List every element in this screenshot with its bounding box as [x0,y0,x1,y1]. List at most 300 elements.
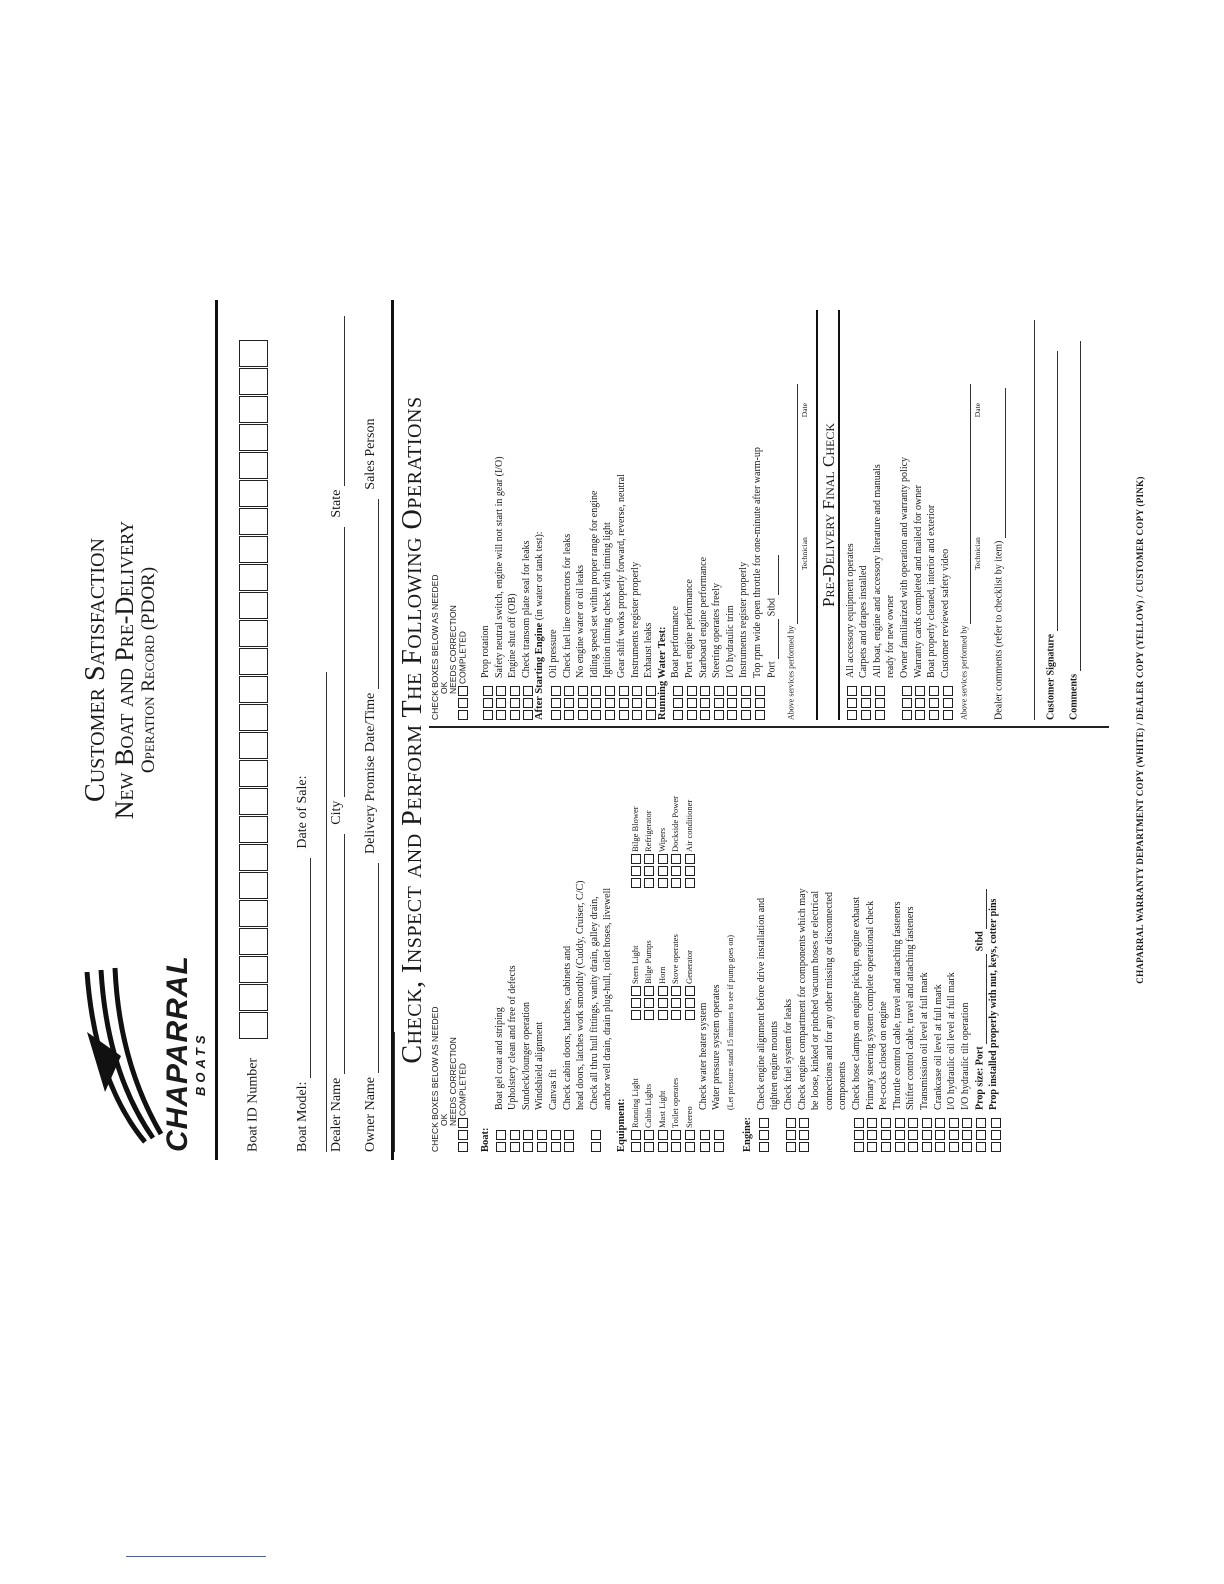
write-in-line[interactable] [1020,320,1035,720]
checkbox[interactable] [943,698,953,708]
write-in-line[interactable] [783,384,798,624]
checkbox[interactable] [714,710,724,720]
checkbox[interactable] [935,1118,945,1128]
checkbox[interactable] [685,986,695,996]
boat-model-field[interactable] [296,858,311,1078]
checkbox[interactable] [799,1130,809,1140]
checklist-label: Customer reviewed safety video [939,548,951,678]
checkbox[interactable] [700,1142,710,1152]
checklist-label: (in water or tank test): [534,531,546,621]
checklist-label: Instruments register properly [738,561,750,678]
checkbox[interactable] [671,998,681,1008]
checkbox[interactable] [935,1142,945,1152]
checkbox[interactable] [523,698,533,708]
checkbox[interactable] [644,998,654,1008]
boat-id-digit-box[interactable] [239,1012,268,1039]
boat-id-digit-box[interactable] [239,760,268,787]
boat-heading: Boat: [480,1127,491,1152]
boat-id-digit-box[interactable] [239,928,268,955]
boat-id-digit-box[interactable] [239,592,268,619]
checkbox[interactable] [646,686,656,696]
checkbox[interactable] [671,878,681,888]
checkbox[interactable] [727,698,737,708]
checkbox[interactable] [564,686,574,696]
boat-id-digit-box[interactable] [239,620,268,647]
checkbox[interactable] [644,1142,654,1152]
checkbox[interactable] [578,698,588,708]
checkbox[interactable] [619,686,629,696]
checkbox[interactable] [483,686,493,696]
checkbox[interactable] [895,1130,905,1140]
checkbox[interactable] [922,1130,932,1140]
checkbox[interactable] [700,698,710,708]
checkbox[interactable] [875,698,885,708]
checkbox[interactable] [759,1142,769,1152]
checkbox[interactable] [741,686,751,696]
checkbox[interactable] [685,1010,695,1020]
boat-id-digit-box[interactable] [239,788,268,815]
checkbox[interactable] [755,710,765,720]
checkbox[interactable] [551,686,561,696]
checklist-label: Check fuel line connectors for leaks [561,533,573,678]
checkbox[interactable] [458,698,468,708]
checkbox[interactable] [727,710,737,720]
checkbox[interactable] [510,1130,520,1140]
sales-person-label: Sales Person [363,418,378,490]
checklist-label: Stbd [766,597,778,617]
checkbox[interactable] [658,1142,668,1152]
checkbox[interactable] [700,1130,710,1140]
checklist-label: tighten engine mounts [769,1021,781,1110]
checkbox[interactable] [929,698,939,708]
checkbox[interactable] [875,710,885,720]
checkbox[interactable] [671,854,681,864]
checkbox[interactable] [510,710,520,720]
checklist-label: Air conditioner [683,799,694,852]
checklist-label: Throttle control cable, travel and attaching fasteners [891,901,903,1110]
checkbox[interactable] [929,710,939,720]
checkbox[interactable] [564,710,574,720]
checkbox[interactable] [496,1130,506,1140]
checkbox[interactable] [658,878,668,888]
header-rule [215,300,218,1160]
checkbox[interactable] [458,710,468,720]
checkbox[interactable] [687,686,697,696]
dealer-name-field[interactable] [330,834,345,1074]
boat-model-row [295,300,327,1152]
checkbox[interactable] [523,686,533,696]
checkbox[interactable] [861,686,871,696]
checkbox[interactable] [646,698,656,708]
checkbox[interactable] [908,1130,918,1140]
checkbox[interactable] [496,686,506,696]
checkbox[interactable] [943,686,953,696]
column-divider [429,726,1109,728]
checkbox[interactable] [496,1142,506,1152]
left-column [479,732,1001,1152]
checklist-label: Refrigerator [643,810,654,852]
owner-name-label: Owner Name [363,1076,378,1152]
boat-id-digit-box[interactable] [239,536,268,563]
checklist-label: Port [766,661,778,678]
checkbox[interactable] [591,686,601,696]
checkbox[interactable] [673,698,683,708]
write-in-line[interactable] [972,954,987,1044]
checkbox[interactable] [935,1130,945,1140]
checkbox[interactable] [632,698,642,708]
boat-id-digit-box[interactable] [239,424,268,451]
write-in-line[interactable] [972,889,987,929]
checkbox[interactable] [755,686,765,696]
checkbox[interactable] [741,698,751,708]
checkbox[interactable] [881,1130,891,1140]
checklist-label: Technician [800,537,810,570]
boat-id-digit-box[interactable] [239,704,268,731]
owner-name-field[interactable] [364,863,379,1073]
boat-id-digit-box[interactable] [239,564,268,591]
dealer-row [329,316,345,1152]
checkbox[interactable] [631,998,641,1008]
checkbox[interactable] [591,1142,601,1152]
checkbox[interactable] [867,1130,877,1140]
write-in-line[interactable] [764,619,779,659]
checklist-label: Check fuel system for leaks [783,998,795,1110]
legend-left-needs: NEEDS CORRECTION [448,1037,458,1126]
checkbox[interactable] [915,698,925,708]
checkbox[interactable] [759,1118,769,1128]
checklist-label: Stbd [974,931,986,952]
checklist-label: components [837,1061,849,1110]
checkbox[interactable] [799,1142,809,1152]
checklist-label: Prop rotation [480,625,491,678]
boat-id-digit-box[interactable] [239,340,268,367]
checklist-label: No engine water or oil leaks [575,564,587,678]
checkbox[interactable] [658,866,668,876]
checkbox[interactable] [867,1118,877,1128]
boat-model-label: Boat Model: [295,1081,310,1152]
checkbox[interactable] [685,878,695,888]
checklist-label: Owner familiarized with operation and warranty policy [899,456,911,678]
checkbox[interactable] [551,710,561,720]
checkbox[interactable] [727,686,737,696]
checkbox[interactable] [523,1142,533,1152]
checkbox[interactable] [962,1118,972,1128]
checkbox[interactable] [644,878,654,888]
checkbox[interactable] [673,686,683,696]
checkbox[interactable] [902,698,912,708]
checkbox[interactable] [510,1142,520,1152]
checkbox[interactable] [483,710,493,720]
checkbox[interactable] [962,1130,972,1140]
checkbox[interactable] [922,1118,932,1128]
checkbox[interactable] [564,1130,574,1140]
write-in-line[interactable] [1066,341,1081,671]
checklist-label: Date [973,403,983,418]
title-line2: New Boat and Pre-Delivery [110,520,139,820]
boat-id-digit-box[interactable] [239,956,268,983]
checklist-label: be loose, kinked or pinched vacuum hoses or electrical [810,890,822,1110]
checklist-label: connections and for any other missing or disconnected [823,892,835,1110]
checkbox[interactable] [714,1130,724,1140]
checkbox[interactable] [631,1130,641,1140]
boat-id-row [239,302,268,1152]
checkbox[interactable] [685,854,695,864]
checkbox[interactable] [685,1130,695,1140]
boat-id-digit-box[interactable] [239,844,268,871]
checklist-label: Running Light [629,1078,640,1128]
checkbox[interactable] [943,710,953,720]
checkbox[interactable] [908,1118,918,1128]
checkbox[interactable] [644,1130,654,1140]
checklist-label: Check engine alignment before drive installation and [755,897,767,1110]
boat-item: Boat gel coat and striping [493,1007,505,1110]
checkbox[interactable] [658,1130,668,1140]
checkbox[interactable] [714,686,724,696]
checkbox[interactable] [644,986,654,996]
checkbox[interactable] [658,854,668,864]
checkbox[interactable] [658,998,668,1008]
boat-id-digit-box[interactable] [239,368,268,395]
checkbox[interactable] [671,1142,681,1152]
boat-id-digit-box[interactable] [239,648,268,675]
checklist-label: Dealer comments (refer to checklist by item) [993,540,1005,720]
checklist-label: I/O hydraulic tilt operation [959,1002,971,1110]
checkbox[interactable] [799,1118,809,1128]
checkbox[interactable] [551,1130,561,1140]
legend-right-completed-row [458,575,468,720]
checkbox[interactable] [631,986,641,996]
boat-item: anchor well drain, drain plug-hull, toilet hoses, livewell [602,887,614,1110]
checkbox[interactable] [523,710,533,720]
checkbox[interactable] [700,686,710,696]
checkbox[interactable] [991,1130,1001,1140]
checkbox[interactable] [551,1142,561,1152]
checklist-label: Mast Light [656,1090,667,1128]
checkbox[interactable] [908,1142,918,1152]
checkbox[interactable] [671,866,681,876]
checkbox[interactable] [458,1118,468,1128]
write-in-line[interactable] [764,555,779,595]
checkbox[interactable] [714,698,724,708]
boat-id-digit-box[interactable] [239,396,268,423]
checkbox[interactable] [632,686,642,696]
checklist-label: Horn [656,966,667,984]
checkbox[interactable] [685,998,695,1008]
delivery-promise-field[interactable] [364,499,379,689]
checkbox[interactable] [537,1142,547,1152]
checkbox[interactable] [854,1130,864,1140]
boat-id-digit-box[interactable] [239,816,268,843]
checkbox[interactable] [644,1010,654,1020]
checkbox[interactable] [523,1130,533,1140]
checklist-label: Technician [973,537,983,570]
checkbox[interactable] [551,698,561,708]
checkbox[interactable] [619,698,629,708]
checkbox[interactable] [510,698,520,708]
checkbox[interactable] [915,686,925,696]
checkbox[interactable] [631,854,641,864]
checklist-label: Generator [683,950,694,984]
checkbox[interactable] [902,710,912,720]
checkbox[interactable] [915,710,925,720]
blue-rule [126,1556,266,1557]
dealer-name-label: Dealer Name [329,1077,344,1152]
checkbox[interactable] [854,1142,864,1152]
checkbox[interactable] [847,698,857,708]
checkbox[interactable] [631,1142,641,1152]
checkbox[interactable] [854,1118,864,1128]
checkbox[interactable] [578,686,588,696]
checkbox[interactable] [867,1142,877,1152]
checklist-label: Gear shift works properly forward, reverse, neutral [615,474,627,678]
checkbox[interactable] [949,1118,959,1128]
legend-left-ok: OK [439,1113,449,1126]
boat-id-digit-box[interactable] [239,900,268,927]
checkbox[interactable] [644,866,654,876]
checkbox[interactable] [685,866,695,876]
checkbox[interactable] [458,1142,468,1152]
chaparral-logo [75,957,207,1152]
delivery-promise-label: Delivery Promise Date/Time [363,692,378,854]
city-field[interactable] [330,527,345,797]
legend-left-completed: COMPLETED [457,1063,468,1116]
checkbox[interactable] [496,698,506,708]
checkbox[interactable] [875,686,885,696]
write-in-line[interactable] [956,384,971,624]
checkbox[interactable] [591,1130,601,1140]
boat-id-digit-box[interactable] [239,984,268,1011]
checkbox[interactable] [991,1142,1001,1152]
legend-right [431,575,468,720]
checkbox[interactable] [976,1118,986,1128]
checkbox[interactable] [458,686,468,696]
boat-id-digit-box[interactable] [239,452,268,479]
checkbox[interactable] [755,698,765,708]
state-label: State [329,489,344,518]
checkbox[interactable] [700,710,710,720]
checkbox[interactable] [687,698,697,708]
boat-item: Upholstery clean and free of defects [507,965,519,1110]
boat-item: Windshield alignment [534,1021,546,1110]
checkbox[interactable] [881,1118,891,1128]
date-of-sale-field[interactable] [312,672,327,1152]
checkbox[interactable] [949,1142,959,1152]
checkbox[interactable] [564,698,574,708]
checkbox[interactable] [991,1118,1001,1128]
checkbox[interactable] [741,710,751,720]
checkbox[interactable] [631,1010,641,1020]
checkbox[interactable] [847,686,857,696]
checkbox[interactable] [786,1130,796,1140]
checklist-label: Comments [1068,673,1080,720]
checklist-label: Steering operates freely [711,583,723,678]
checkbox[interactable] [646,710,656,720]
checklist-label: Shifter control cable, travel and attaching fasteners [905,906,917,1110]
equipment-item: Check water heater system [697,1002,709,1110]
date-of-sale-label: Date of Sale: [295,775,310,849]
checklist-label: Bilge Blower [629,806,640,852]
checkbox[interactable] [564,1142,574,1152]
boat-item: Check all thru hull fittings, vanity drain, galley drain, [588,896,600,1110]
brand-name: CHAPARRAL [161,955,194,1152]
checkbox[interactable] [861,710,871,720]
checkbox[interactable] [496,710,506,720]
boat-id-digit-box[interactable] [239,676,268,703]
checkbox[interactable] [687,710,697,720]
write-in-line[interactable] [1043,351,1058,631]
boat-id-digit-box[interactable] [239,508,268,535]
checklist-label: Customer Signature [1045,633,1057,720]
checklist-label: Boat performance [670,606,682,678]
checkbox[interactable] [976,1130,986,1140]
checkbox[interactable] [658,986,668,996]
checkbox[interactable] [929,686,939,696]
checkbox[interactable] [759,1130,769,1140]
state-field[interactable] [330,316,345,486]
checkbox[interactable] [922,1142,932,1152]
checkbox[interactable] [671,986,681,996]
checkbox[interactable] [949,1130,959,1140]
checklist-label: Exhaust leaks [643,622,655,678]
checkbox[interactable] [458,1130,468,1140]
checkbox[interactable] [631,866,641,876]
checkbox[interactable] [605,686,615,696]
checkbox[interactable] [881,1142,891,1152]
checkbox[interactable] [605,710,615,720]
checklist-label: Pet-cocks closed on engine [878,1001,890,1110]
checkbox[interactable] [658,1010,668,1020]
checkbox[interactable] [671,1130,681,1140]
checkbox[interactable] [644,854,654,864]
checkbox[interactable] [895,1142,905,1152]
checkbox[interactable] [962,1142,972,1152]
checkbox[interactable] [510,686,520,696]
checklist-label: Boat properly cleaned, interior and exterior [926,504,938,678]
checklist-label: Check hose clamps on engine pickup, engine exhaust [851,896,863,1110]
checkbox[interactable] [786,1118,796,1128]
checkbox[interactable] [632,710,642,720]
boat-id-boxes[interactable] [246,339,261,1039]
checkbox[interactable] [605,698,615,708]
checkbox[interactable] [895,1118,905,1128]
checkbox[interactable] [685,1142,695,1152]
write-in-line[interactable] [991,388,1006,538]
checkbox[interactable] [673,710,683,720]
checkbox[interactable] [976,1142,986,1152]
form-title [81,410,159,930]
checkbox[interactable] [483,698,493,708]
checkbox[interactable] [578,710,588,720]
checkbox[interactable] [786,1142,796,1152]
checkbox[interactable] [619,710,629,720]
checkbox[interactable] [671,1010,681,1020]
checkbox[interactable] [847,710,857,720]
boat-id-digit-box[interactable] [239,732,268,759]
boat-id-digit-box[interactable] [239,480,268,507]
checkbox[interactable] [714,1142,724,1152]
checklist-label: Warranty cards completed and mailed for owner [912,484,924,678]
checklist-label: Stereo [683,1106,694,1128]
checkbox[interactable] [591,698,601,708]
checkbox[interactable] [537,1130,547,1140]
checkbox[interactable] [902,686,912,696]
boat-id-digit-box[interactable] [239,872,268,899]
checklist-label: ready for new owner [885,594,897,678]
checkbox[interactable] [631,878,641,888]
checkbox[interactable] [861,698,871,708]
checkbox[interactable] [591,710,601,720]
checklist-label: Instruments register properly [629,561,641,678]
